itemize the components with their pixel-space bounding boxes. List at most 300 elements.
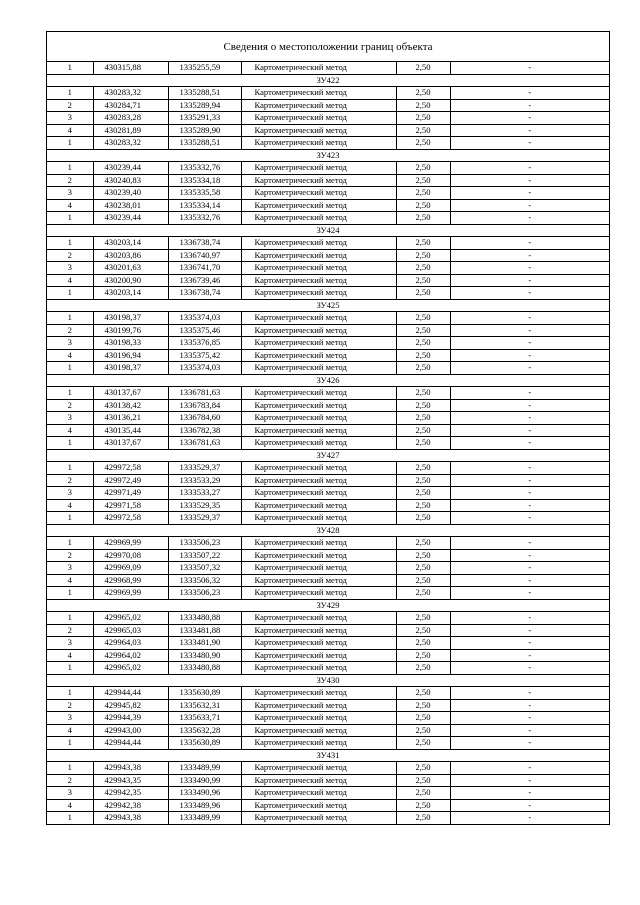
method-cell: Картометрический метод	[241, 174, 396, 187]
accuracy-cell: 2,50	[396, 87, 450, 100]
y-coordinate-cell: 1335332,76	[168, 162, 241, 175]
x-coordinate-cell: 430203,14	[93, 237, 168, 250]
description-cell: -	[450, 474, 609, 487]
point-number-cell: 4	[47, 424, 93, 437]
point-number-cell: 4	[47, 199, 93, 212]
accuracy-cell: 2,50	[396, 62, 450, 74]
x-coordinate-cell: 430239,44	[93, 212, 168, 225]
description-cell: -	[450, 612, 609, 625]
description-cell: -	[450, 812, 609, 824]
point-number-cell: 1	[47, 587, 93, 600]
description-cell: -	[450, 562, 609, 575]
table-row	[47, 62, 609, 74]
x-coordinate-cell: 430240,83	[93, 174, 168, 187]
y-coordinate-cell: 1335376,85	[168, 337, 241, 350]
description-cell: -	[450, 187, 609, 200]
method-cell: Картометрический метод	[241, 612, 396, 625]
table-row	[47, 762, 609, 775]
x-coordinate-cell: 429942,38	[93, 799, 168, 812]
y-coordinate-cell: 1336741,70	[168, 262, 241, 275]
y-coordinate-cell: 1335334,18	[168, 174, 241, 187]
accuracy-cell: 2,50	[396, 199, 450, 212]
point-number-cell: 2	[47, 699, 93, 712]
x-coordinate-cell: 429943,38	[93, 812, 168, 824]
x-coordinate-cell: 429965,03	[93, 624, 168, 637]
y-coordinate-cell: 1335633,71	[168, 712, 241, 725]
x-coordinate-cell: 429943,00	[93, 724, 168, 737]
method-cell: Картометрический метод	[241, 262, 396, 275]
y-coordinate-cell: 1335632,28	[168, 724, 241, 737]
y-coordinate-cell: 1333506,23	[168, 587, 241, 600]
method-cell: Картометрический метод	[241, 562, 396, 575]
point-number-cell: 4	[47, 724, 93, 737]
table-row	[47, 312, 609, 325]
description-cell: -	[450, 112, 609, 125]
table-row	[47, 274, 609, 287]
table-row	[47, 587, 609, 600]
table-row	[47, 687, 609, 700]
x-coordinate-cell: 429968,99	[93, 574, 168, 587]
accuracy-cell: 2,50	[396, 362, 450, 375]
method-cell: Картометрический метод	[241, 699, 396, 712]
y-coordinate-cell: 1333489,99	[168, 812, 241, 824]
point-number-cell: 2	[47, 99, 93, 112]
point-number-cell: 1	[47, 762, 93, 775]
y-coordinate-cell: 1333529,37	[168, 512, 241, 525]
accuracy-cell: 2,50	[396, 174, 450, 187]
y-coordinate-cell: 1335375,42	[168, 349, 241, 362]
method-cell: Картометрический метод	[241, 462, 396, 475]
point-number-cell: 4	[47, 124, 93, 137]
table-row	[47, 412, 609, 425]
method-cell: Картометрический метод	[241, 274, 396, 287]
description-cell: -	[450, 324, 609, 337]
point-number-cell: 1	[47, 662, 93, 675]
table-row	[47, 362, 609, 375]
y-coordinate-cell: 1336782,38	[168, 424, 241, 437]
accuracy-cell: 2,50	[396, 799, 450, 812]
y-coordinate-cell: 1335255,59	[168, 62, 241, 74]
point-number-cell: 4	[47, 649, 93, 662]
description-cell: -	[450, 649, 609, 662]
point-number-cell: 4	[47, 574, 93, 587]
accuracy-cell: 2,50	[396, 662, 450, 675]
x-coordinate-cell: 430239,44	[93, 162, 168, 175]
table-row	[47, 249, 609, 262]
table-row	[47, 349, 609, 362]
x-coordinate-cell: 430199,76	[93, 324, 168, 337]
accuracy-cell: 2,50	[396, 812, 450, 824]
description-cell: -	[450, 312, 609, 325]
point-number-cell: 1	[47, 287, 93, 300]
method-cell: Картометрический метод	[241, 237, 396, 250]
x-coordinate-cell: 429944,44	[93, 687, 168, 700]
y-coordinate-cell: 1335289,94	[168, 99, 241, 112]
method-cell: Картометрический метод	[241, 287, 396, 300]
y-coordinate-cell: 1333533,27	[168, 487, 241, 500]
method-cell: Картометрический метод	[241, 312, 396, 325]
y-coordinate-cell: 1336781,63	[168, 387, 241, 400]
point-number-cell: 3	[47, 187, 93, 200]
method-cell: Картометрический метод	[241, 474, 396, 487]
point-number-cell: 2	[47, 249, 93, 262]
method-cell: Картометрический метод	[241, 249, 396, 262]
y-coordinate-cell: 1333489,99	[168, 762, 241, 775]
table-row	[47, 637, 609, 650]
y-coordinate-cell: 1336739,46	[168, 274, 241, 287]
parcel-label: ЗУ429	[47, 599, 609, 612]
y-coordinate-cell: 1335374,03	[168, 312, 241, 325]
y-coordinate-cell: 1335335,58	[168, 187, 241, 200]
description-cell: -	[450, 549, 609, 562]
accuracy-cell: 2,50	[396, 262, 450, 275]
point-number-cell: 4	[47, 499, 93, 512]
accuracy-cell: 2,50	[396, 99, 450, 112]
description-cell: -	[450, 237, 609, 250]
description-cell: -	[450, 624, 609, 637]
x-coordinate-cell: 429943,38	[93, 762, 168, 775]
y-coordinate-cell: 1335288,51	[168, 137, 241, 150]
accuracy-cell: 2,50	[396, 562, 450, 575]
y-coordinate-cell: 1336738,74	[168, 287, 241, 300]
description-cell: -	[450, 174, 609, 187]
method-cell: Картометрический метод	[241, 212, 396, 225]
y-coordinate-cell: 1333507,22	[168, 549, 241, 562]
accuracy-cell: 2,50	[396, 587, 450, 600]
point-number-cell: 2	[47, 174, 93, 187]
table-row	[47, 649, 609, 662]
table-row	[47, 437, 609, 450]
point-number-cell: 1	[47, 62, 93, 74]
x-coordinate-cell: 430198,33	[93, 337, 168, 350]
description-cell: -	[450, 499, 609, 512]
y-coordinate-cell: 1336783,84	[168, 399, 241, 412]
point-number-cell: 3	[47, 487, 93, 500]
parcel-label: ЗУ427	[47, 449, 609, 462]
accuracy-cell: 2,50	[396, 399, 450, 412]
group-header-row	[47, 524, 609, 537]
table-row	[47, 774, 609, 787]
point-number-cell: 3	[47, 112, 93, 125]
x-coordinate-cell: 430238,01	[93, 199, 168, 212]
method-cell: Картометрический метод	[241, 512, 396, 525]
point-number-cell: 1	[47, 512, 93, 525]
accuracy-cell: 2,50	[396, 537, 450, 550]
y-coordinate-cell: 1333490,96	[168, 787, 241, 800]
x-coordinate-cell: 430135,44	[93, 424, 168, 437]
description-cell: -	[450, 799, 609, 812]
method-cell: Картометрический метод	[241, 62, 396, 74]
point-number-cell: 1	[47, 237, 93, 250]
method-cell: Картометрический метод	[241, 137, 396, 150]
x-coordinate-cell: 429964,03	[93, 637, 168, 650]
description-cell: -	[450, 424, 609, 437]
table-row	[47, 137, 609, 150]
method-cell: Картометрический метод	[241, 424, 396, 437]
table-row	[47, 612, 609, 625]
accuracy-cell: 2,50	[396, 712, 450, 725]
x-coordinate-cell: 430137,67	[93, 437, 168, 450]
point-number-cell: 1	[47, 737, 93, 750]
x-coordinate-cell: 430315,88	[93, 62, 168, 74]
description-cell: -	[450, 724, 609, 737]
point-number-cell: 1	[47, 537, 93, 550]
parcel-label: ЗУ431	[47, 749, 609, 762]
method-cell: Картометрический метод	[241, 649, 396, 662]
method-cell: Картометрический метод	[241, 687, 396, 700]
y-coordinate-cell: 1333480,90	[168, 649, 241, 662]
x-coordinate-cell: 429964,02	[93, 649, 168, 662]
method-cell: Картометрический метод	[241, 624, 396, 637]
y-coordinate-cell: 1333481,90	[168, 637, 241, 650]
method-cell: Картометрический метод	[241, 799, 396, 812]
description-cell: -	[450, 712, 609, 725]
table-row	[47, 187, 609, 200]
table-row	[47, 99, 609, 112]
y-coordinate-cell: 1336784,60	[168, 412, 241, 425]
accuracy-cell: 2,50	[396, 249, 450, 262]
method-cell: Картометрический метод	[241, 324, 396, 337]
accuracy-cell: 2,50	[396, 462, 450, 475]
y-coordinate-cell: 1333480,88	[168, 662, 241, 675]
parcel-label: ЗУ424	[47, 224, 609, 237]
group-header-row	[47, 149, 609, 162]
description-cell: -	[450, 212, 609, 225]
parcel-label: ЗУ423	[47, 149, 609, 162]
accuracy-cell: 2,50	[396, 324, 450, 337]
x-coordinate-cell: 429944,44	[93, 737, 168, 750]
y-coordinate-cell: 1335630,89	[168, 687, 241, 700]
x-coordinate-cell: 429971,49	[93, 487, 168, 500]
accuracy-cell: 2,50	[396, 499, 450, 512]
method-cell: Картометрический метод	[241, 787, 396, 800]
description-cell: -	[450, 62, 609, 74]
point-number-cell: 3	[47, 712, 93, 725]
accuracy-cell: 2,50	[396, 549, 450, 562]
description-cell: -	[450, 249, 609, 262]
y-coordinate-cell: 1333533,29	[168, 474, 241, 487]
y-coordinate-cell: 1335288,51	[168, 87, 241, 100]
method-cell: Картометрический метод	[241, 737, 396, 750]
table-row	[47, 787, 609, 800]
x-coordinate-cell: 429969,99	[93, 537, 168, 550]
table-row	[47, 712, 609, 725]
coordinates-table-body	[47, 62, 609, 824]
point-number-cell: 1	[47, 687, 93, 700]
accuracy-cell: 2,50	[396, 137, 450, 150]
description-cell: -	[450, 462, 609, 475]
description-cell: -	[450, 287, 609, 300]
table-row	[47, 462, 609, 475]
y-coordinate-cell: 1335291,33	[168, 112, 241, 125]
x-coordinate-cell: 429969,99	[93, 587, 168, 600]
x-coordinate-cell: 429969,09	[93, 562, 168, 575]
x-coordinate-cell: 430283,32	[93, 137, 168, 150]
table-row	[47, 112, 609, 125]
y-coordinate-cell: 1333480,88	[168, 612, 241, 625]
method-cell: Картометрический метод	[241, 487, 396, 500]
point-number-cell: 2	[47, 474, 93, 487]
y-coordinate-cell: 1335630,89	[168, 737, 241, 750]
accuracy-cell: 2,50	[396, 474, 450, 487]
description-cell: -	[450, 137, 609, 150]
description-cell: -	[450, 399, 609, 412]
method-cell: Картометрический метод	[241, 437, 396, 450]
accuracy-cell: 2,50	[396, 487, 450, 500]
method-cell: Картометрический метод	[241, 712, 396, 725]
group-header-row	[47, 374, 609, 387]
description-cell: -	[450, 662, 609, 675]
table-row	[47, 812, 609, 824]
point-number-cell: 1	[47, 812, 93, 824]
accuracy-cell: 2,50	[396, 312, 450, 325]
accuracy-cell: 2,50	[396, 124, 450, 137]
point-number-cell: 3	[47, 262, 93, 275]
point-number-cell: 1	[47, 162, 93, 175]
method-cell: Картометрический метод	[241, 574, 396, 587]
x-coordinate-cell: 430198,37	[93, 312, 168, 325]
table-row	[47, 124, 609, 137]
table-row	[47, 624, 609, 637]
table-row	[47, 549, 609, 562]
point-number-cell: 2	[47, 399, 93, 412]
table-row	[47, 662, 609, 675]
x-coordinate-cell: 430239,40	[93, 187, 168, 200]
method-cell: Картометрический метод	[241, 399, 396, 412]
point-number-cell: 2	[47, 774, 93, 787]
point-number-cell: 1	[47, 387, 93, 400]
accuracy-cell: 2,50	[396, 774, 450, 787]
description-cell: -	[450, 587, 609, 600]
method-cell: Картометрический метод	[241, 537, 396, 550]
description-cell: -	[450, 262, 609, 275]
method-cell: Картометрический метод	[241, 362, 396, 375]
accuracy-cell: 2,50	[396, 349, 450, 362]
accuracy-cell: 2,50	[396, 212, 450, 225]
x-coordinate-cell: 430281,89	[93, 124, 168, 137]
point-number-cell: 1	[47, 462, 93, 475]
y-coordinate-cell: 1333529,35	[168, 499, 241, 512]
point-number-cell: 3	[47, 787, 93, 800]
table-row	[47, 262, 609, 275]
point-number-cell: 2	[47, 549, 93, 562]
table-row	[47, 199, 609, 212]
accuracy-cell: 2,50	[396, 437, 450, 450]
table-row	[47, 287, 609, 300]
method-cell: Картометрический метод	[241, 812, 396, 824]
x-coordinate-cell: 429972,58	[93, 512, 168, 525]
description-cell: -	[450, 349, 609, 362]
table-row	[47, 574, 609, 587]
table-row	[47, 399, 609, 412]
y-coordinate-cell: 1335334,14	[168, 199, 241, 212]
x-coordinate-cell: 429970,08	[93, 549, 168, 562]
table-row	[47, 424, 609, 437]
x-coordinate-cell: 430283,32	[93, 87, 168, 100]
x-coordinate-cell: 429944,39	[93, 712, 168, 725]
accuracy-cell: 2,50	[396, 624, 450, 637]
method-cell: Картометрический метод	[241, 99, 396, 112]
method-cell: Картометрический метод	[241, 112, 396, 125]
accuracy-cell: 2,50	[396, 649, 450, 662]
page-title: Сведения о местоположении границ объекта	[47, 32, 609, 62]
accuracy-cell: 2,50	[396, 724, 450, 737]
document-sheet	[46, 31, 610, 825]
coordinates-table	[47, 62, 609, 824]
description-cell: -	[450, 512, 609, 525]
description-cell: -	[450, 274, 609, 287]
method-cell: Картометрический метод	[241, 124, 396, 137]
method-cell: Картометрический метод	[241, 637, 396, 650]
accuracy-cell: 2,50	[396, 112, 450, 125]
y-coordinate-cell: 1335332,76	[168, 212, 241, 225]
accuracy-cell: 2,50	[396, 237, 450, 250]
point-number-cell: 4	[47, 799, 93, 812]
table-row	[47, 737, 609, 750]
table-row	[47, 337, 609, 350]
point-number-cell: 3	[47, 637, 93, 650]
method-cell: Картометрический метод	[241, 774, 396, 787]
x-coordinate-cell: 430200,90	[93, 274, 168, 287]
group-header-row	[47, 299, 609, 312]
method-cell: Картометрический метод	[241, 387, 396, 400]
method-cell: Картометрический метод	[241, 187, 396, 200]
group-header-row	[47, 674, 609, 687]
accuracy-cell: 2,50	[396, 412, 450, 425]
point-number-cell: 2	[47, 324, 93, 337]
group-header-row	[47, 74, 609, 87]
accuracy-cell: 2,50	[396, 762, 450, 775]
x-coordinate-cell: 430283,28	[93, 112, 168, 125]
point-number-cell: 1	[47, 312, 93, 325]
accuracy-cell: 2,50	[396, 687, 450, 700]
y-coordinate-cell: 1333529,37	[168, 462, 241, 475]
table-row	[47, 237, 609, 250]
table-row	[47, 537, 609, 550]
description-cell: -	[450, 537, 609, 550]
method-cell: Картометрический метод	[241, 762, 396, 775]
point-number-cell: 1	[47, 212, 93, 225]
y-coordinate-cell: 1336781,63	[168, 437, 241, 450]
x-coordinate-cell: 430203,86	[93, 249, 168, 262]
x-coordinate-cell: 430137,67	[93, 387, 168, 400]
table-row	[47, 162, 609, 175]
description-cell: -	[450, 337, 609, 350]
y-coordinate-cell: 1335632,31	[168, 699, 241, 712]
description-cell: -	[450, 437, 609, 450]
table-row	[47, 212, 609, 225]
x-coordinate-cell: 429972,58	[93, 462, 168, 475]
x-coordinate-cell: 429943,35	[93, 774, 168, 787]
method-cell: Картометрический метод	[241, 662, 396, 675]
y-coordinate-cell: 1335374,03	[168, 362, 241, 375]
x-coordinate-cell: 429972,49	[93, 474, 168, 487]
description-cell: -	[450, 87, 609, 100]
accuracy-cell: 2,50	[396, 337, 450, 350]
group-header-row	[47, 599, 609, 612]
table-row	[47, 724, 609, 737]
accuracy-cell: 2,50	[396, 574, 450, 587]
description-cell: -	[450, 412, 609, 425]
description-cell: -	[450, 99, 609, 112]
accuracy-cell: 2,50	[396, 274, 450, 287]
parcel-label: ЗУ430	[47, 674, 609, 687]
table-row	[47, 699, 609, 712]
parcel-label: ЗУ426	[47, 374, 609, 387]
table-row	[47, 87, 609, 100]
point-number-cell: 3	[47, 337, 93, 350]
description-cell: -	[450, 787, 609, 800]
